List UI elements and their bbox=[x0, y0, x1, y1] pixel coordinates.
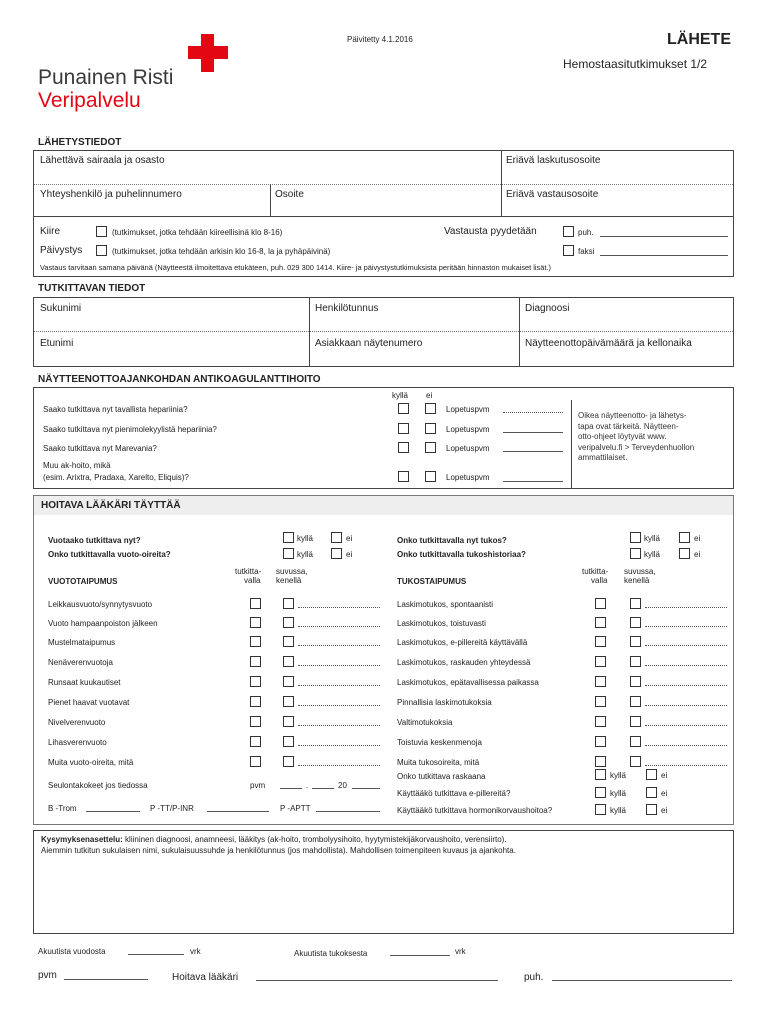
paptt-input[interactable] bbox=[316, 811, 380, 812]
no-label: ei bbox=[661, 789, 668, 798]
thrombosis-item: Laskimotukos, toistuvasti bbox=[397, 619, 486, 628]
thrombosis-item-patient-checkbox[interactable] bbox=[595, 656, 606, 667]
bleeding-item-family-input[interactable] bbox=[298, 765, 380, 766]
q-heparin-stop-input[interactable] bbox=[503, 412, 563, 413]
q-heparin-yes[interactable] bbox=[398, 403, 409, 414]
bleeding-item-family-input[interactable] bbox=[298, 725, 380, 726]
q-other-ak-yes[interactable] bbox=[398, 471, 409, 482]
sender-box bbox=[33, 150, 734, 277]
yes-label: kyllä bbox=[644, 534, 661, 543]
col-family-head: suvussa, bbox=[276, 567, 308, 576]
q-other-ak-stop-input[interactable] bbox=[503, 481, 563, 482]
acute-clot-label: Akuutista tukoksesta bbox=[294, 949, 368, 958]
no-label: ei bbox=[346, 534, 353, 543]
bleeding-item-family-checkbox[interactable] bbox=[283, 598, 294, 609]
bleeding-item-patient-checkbox[interactable] bbox=[250, 656, 261, 667]
question-text-2: Aiemmin tutkitun sukulaisen nimi, sukulaisuussuhde ja henkilötunnus (jos mahdollista). Mahdollisen toimenpiteen kuvaus ja ajankohta. bbox=[41, 846, 516, 855]
bleeding-item-family-input[interactable] bbox=[298, 645, 380, 646]
daily-checkbox[interactable] bbox=[96, 245, 107, 256]
bleeding-item-patient-checkbox[interactable] bbox=[250, 716, 261, 727]
no-label: ei bbox=[694, 534, 701, 543]
paptt-label: P -APTT bbox=[280, 804, 311, 813]
thrombosis-item: Laskimotukos, e-pillereitä käyttävällä bbox=[397, 638, 528, 647]
reply-phone-label: puh. bbox=[578, 228, 594, 237]
q-heparin: Saako tutkittava nyt tavallista hepariinia? bbox=[43, 405, 188, 414]
doctor-phone-label: puh. bbox=[524, 972, 544, 983]
urgent-checkbox[interactable] bbox=[96, 226, 107, 237]
thrombosis-item: Toistuvia keskenmenoja bbox=[397, 738, 482, 747]
q-pill: Käyttääkö tutkittava e-pillereitä? bbox=[397, 789, 511, 798]
section-anticoagulant: NÄYTTEENOTTOAJANKOHDAN ANTIKOAGULANTTIHOITO bbox=[38, 374, 321, 385]
signature-date-label: pvm bbox=[38, 970, 57, 981]
yes-label: kyllä bbox=[610, 771, 627, 780]
thrombosis-item-family-input[interactable] bbox=[645, 685, 727, 686]
q-lmwh-yes[interactable] bbox=[398, 423, 409, 434]
q-marevan-no[interactable] bbox=[425, 442, 436, 453]
thrombosis-item-family-checkbox[interactable] bbox=[630, 656, 641, 667]
q-bleeding-history-yes[interactable] bbox=[283, 548, 294, 559]
bleeding-item: Lihasverenvuoto bbox=[48, 738, 107, 747]
thrombosis-item-patient-checkbox[interactable] bbox=[595, 736, 606, 747]
col-family-head: suvussa, bbox=[624, 567, 656, 576]
thrombosis-item-family-input[interactable] bbox=[645, 607, 727, 608]
yes-label: kyllä bbox=[297, 534, 314, 543]
bleeding-item-family-checkbox[interactable] bbox=[283, 716, 294, 727]
reply-address-field[interactable]: Eriävä vastausosoite bbox=[506, 189, 599, 200]
contact-field[interactable]: Yhteyshenkilö ja puhelinnumero bbox=[40, 189, 182, 200]
section-doctor: HOITAVA LÄÄKÄRI TÄYTTÄÄ bbox=[41, 500, 181, 511]
thrombosis-item-family-checkbox[interactable] bbox=[630, 696, 641, 707]
q-lmwh: Saako tutkittava nyt pienimolekyylistä hepariinia? bbox=[43, 425, 217, 434]
q-other-ak-stop-label: Lopetuspvm bbox=[446, 473, 490, 482]
q-heparin-stop-label: Lopetuspvm bbox=[446, 405, 490, 414]
address-field[interactable]: Osoite bbox=[275, 189, 304, 200]
section-patient: TUTKITTAVAN TIEDOT bbox=[38, 283, 146, 294]
bleeding-item-family-checkbox[interactable] bbox=[283, 636, 294, 647]
col-family-head-2: kenellä bbox=[276, 576, 302, 585]
thrombosis-item-family-checkbox[interactable] bbox=[630, 716, 641, 727]
reply-phone-checkbox[interactable] bbox=[563, 226, 574, 237]
bleeding-item-family-checkbox[interactable] bbox=[283, 617, 294, 628]
q-bleeding-now: Vuotaako tutkittava nyt? bbox=[48, 536, 141, 545]
ptinr-label: P -TT/P-INR bbox=[150, 804, 194, 813]
bleeding-item-family-input[interactable] bbox=[298, 685, 380, 686]
acute-bleed-unit: vrk bbox=[190, 947, 201, 956]
bleeding-tendency-head: VUOTOTAIPUMUS bbox=[48, 577, 118, 586]
patient-box bbox=[33, 297, 734, 367]
bleeding-item: Vuoto hampaanpoiston jälkeen bbox=[48, 619, 158, 628]
ptinr-input[interactable] bbox=[207, 811, 269, 812]
doctor-phone-input[interactable] bbox=[552, 980, 732, 981]
billing-address-field[interactable]: Eriävä laskutusosoite bbox=[506, 155, 601, 166]
q-thrombosis-now-yes[interactable] bbox=[630, 532, 641, 543]
no-label: ei bbox=[661, 771, 668, 780]
yes-label: kyllä bbox=[644, 550, 661, 559]
thrombosis-item-patient-checkbox[interactable] bbox=[595, 756, 606, 767]
screening-year-input[interactable] bbox=[352, 788, 380, 789]
thrombosis-item: Pinnallisia laskimotukoksia bbox=[397, 698, 492, 707]
sampling-instructions-note: Oikea näytteenotto- ja lähetys- tapa ovat tärkeitä. Näytteen- otto-ohjeet löytyvät www. veripalvelu.fi > Terveydenhuollon ammattilaiset. bbox=[578, 411, 695, 462]
bleeding-item: Runsaat kuukautiset bbox=[48, 678, 121, 687]
yes-label: kyllä bbox=[610, 806, 627, 815]
form-title: LÄHETE bbox=[667, 31, 731, 48]
bleeding-item-patient-checkbox[interactable] bbox=[250, 756, 261, 767]
signature-date-input[interactable] bbox=[64, 979, 148, 980]
acute-clot-input[interactable] bbox=[390, 955, 450, 956]
bleeding-item-patient-checkbox[interactable] bbox=[250, 696, 261, 707]
q-lmwh-no[interactable] bbox=[425, 423, 436, 434]
form-subtitle: Hemostaasitutkimukset 1/2 bbox=[563, 57, 708, 71]
q-pill-yes[interactable] bbox=[595, 787, 606, 798]
q-thrombosis-history-no[interactable] bbox=[679, 548, 690, 559]
q-other-ak-no[interactable] bbox=[425, 471, 436, 482]
bleeding-item-patient-checkbox[interactable] bbox=[250, 617, 261, 628]
col-patient-head-2: valla bbox=[591, 576, 608, 585]
thrombosis-item-family-input[interactable] bbox=[645, 765, 727, 766]
thrombosis-item: Muita tukosoireita, mitä bbox=[397, 758, 480, 767]
thrombosis-item-family-input[interactable] bbox=[645, 645, 727, 646]
q-marevan: Saako tutkittava nyt Marevania? bbox=[43, 444, 157, 453]
screening-label: Seulontakokeet jos tiedossa bbox=[48, 781, 148, 790]
hospital-field[interactable]: Lähettävä sairaala ja osasto bbox=[40, 155, 165, 166]
thrombosis-item-family-checkbox[interactable] bbox=[630, 756, 641, 767]
bleeding-item: Nivelverenvuoto bbox=[48, 718, 106, 727]
logo-text-organisation: Punainen Risti bbox=[38, 66, 174, 89]
urgent-note: (tutkimukset, jotka tehdään kiireellisinä klo 8-16) bbox=[112, 228, 283, 237]
q-bleeding-now-no[interactable] bbox=[331, 532, 342, 543]
thrombosis-item-patient-checkbox[interactable] bbox=[595, 598, 606, 609]
bleeding-item: Leikkausvuoto/synnytysvuoto bbox=[48, 600, 153, 609]
btrom-input[interactable] bbox=[86, 811, 140, 812]
reply-phone-input[interactable] bbox=[600, 236, 728, 237]
surname-field[interactable]: Sukunimi bbox=[40, 303, 82, 314]
thrombosis-item-family-checkbox[interactable] bbox=[630, 676, 641, 687]
q-other-ak-examples: (esim. Arixtra, Pradaxa, Xarelto, Eliquis)? bbox=[43, 473, 189, 482]
thrombosis-item: Laskimotukos, epätavallisessa paikassa bbox=[397, 678, 539, 687]
col-patient-head: tutkitta- bbox=[582, 567, 609, 576]
screening-day-input[interactable] bbox=[280, 788, 302, 789]
q-pill-no[interactable] bbox=[646, 787, 657, 798]
doctor-input[interactable] bbox=[256, 980, 498, 981]
no-label: ei bbox=[346, 550, 353, 559]
q-hormone-yes[interactable] bbox=[595, 804, 606, 815]
bleeding-item: Muita vuoto-oireita, mitä bbox=[48, 758, 134, 767]
reply-fax-label: faksi bbox=[578, 247, 595, 256]
section-sender: LÄHETYSTIEDOT bbox=[38, 137, 122, 148]
q-other-ak: Muu ak-hoito, mikä bbox=[43, 461, 111, 470]
urgent-label: Kiire bbox=[40, 226, 61, 237]
bleeding-item-patient-checkbox[interactable] bbox=[250, 636, 261, 647]
thrombosis-item-family-checkbox[interactable] bbox=[630, 617, 641, 628]
bleeding-item-patient-checkbox[interactable] bbox=[250, 598, 261, 609]
acute-clot-unit: vrk bbox=[455, 947, 466, 956]
q-pregnant-yes[interactable] bbox=[595, 769, 606, 780]
q-thrombosis-history-yes[interactable] bbox=[630, 548, 641, 559]
no-label: ei bbox=[694, 550, 701, 559]
thrombosis-item-family-input[interactable] bbox=[645, 626, 727, 627]
q-bleeding-history-no[interactable] bbox=[331, 548, 342, 559]
bleeding-item-family-checkbox[interactable] bbox=[283, 756, 294, 767]
bleeding-item-family-input[interactable] bbox=[298, 607, 380, 608]
thrombosis-item-family-input[interactable] bbox=[645, 725, 727, 726]
q-bleeding-history: Onko tutkittavalla vuoto-oireita? bbox=[48, 550, 171, 559]
thrombosis-item: Valtimotukoksia bbox=[397, 718, 453, 727]
thrombosis-item-patient-checkbox[interactable] bbox=[595, 617, 606, 628]
q-thrombosis-now: Onko tutkittavalla nyt tukos? bbox=[397, 536, 507, 545]
reply-requested-label: Vastausta pyydetään bbox=[444, 226, 537, 237]
bleeding-item-family-checkbox[interactable] bbox=[283, 656, 294, 667]
reply-fax-checkbox[interactable] bbox=[563, 245, 574, 256]
thrombosis-item-family-checkbox[interactable] bbox=[630, 636, 641, 647]
screening-month-input[interactable] bbox=[312, 788, 334, 789]
thrombosis-item-family-input[interactable] bbox=[645, 705, 727, 706]
screening-date-label: pvm bbox=[250, 781, 266, 790]
bleeding-item-patient-checkbox[interactable] bbox=[250, 676, 261, 687]
bleeding-item-patient-checkbox[interactable] bbox=[250, 736, 261, 747]
bleeding-item-family-checkbox[interactable] bbox=[283, 736, 294, 747]
no-label: ei bbox=[661, 806, 668, 815]
thrombosis-item-family-checkbox[interactable] bbox=[630, 598, 641, 609]
thrombosis-item: Laskimotukos, spontaanisti bbox=[397, 600, 494, 609]
bleeding-item: Mustelmataipumus bbox=[48, 638, 116, 647]
acute-bleed-label: Akuutista vuodosta bbox=[38, 947, 106, 956]
thrombosis-item-family-input[interactable] bbox=[645, 665, 727, 666]
reply-fax-input[interactable] bbox=[600, 255, 728, 256]
q-hormone: Käyttääkö tutkittava hormonikorvaushoitoa? bbox=[397, 806, 553, 815]
firstname-field[interactable]: Etunimi bbox=[40, 338, 74, 349]
question-text: kliininen diagnoosi, anamneesi, lääkitys (ak-hoito, trombolyysihoito, hyytymistekijäkorvaushoito, verensiirto). bbox=[122, 835, 507, 844]
bleeding-item-family-input[interactable] bbox=[298, 665, 380, 666]
q-pregnant-no[interactable] bbox=[646, 769, 657, 780]
anticoag-yes-head: kyllä bbox=[392, 391, 409, 400]
yes-label: kyllä bbox=[610, 789, 627, 798]
thrombosis-item-family-input[interactable] bbox=[645, 745, 727, 746]
bleeding-item: Nenäverenvuotoja bbox=[48, 658, 113, 667]
thrombosis-item-patient-checkbox[interactable] bbox=[595, 676, 606, 687]
bleeding-item: Pienet haavat vuotavat bbox=[48, 698, 130, 707]
col-family-head-2: kenellä bbox=[624, 576, 650, 585]
bleeding-item-family-checkbox[interactable] bbox=[283, 676, 294, 687]
col-patient-head: tutkitta- bbox=[235, 567, 262, 576]
logo-text-unit: Veripalvelu bbox=[38, 89, 141, 112]
thrombosis-item: Laskimotukos, raskauden yhteydessä bbox=[397, 658, 531, 667]
daily-label: Päivystys bbox=[40, 245, 83, 256]
sample-number-field[interactable]: Asiakkaan näytenumero bbox=[315, 338, 423, 349]
thrombosis-item-family-checkbox[interactable] bbox=[630, 736, 641, 747]
screening-year-prefix: 20 bbox=[338, 781, 347, 790]
yes-label: kyllä bbox=[297, 550, 314, 559]
q-pregnant: Onko tutkittava raskaana bbox=[397, 772, 486, 781]
daily-note: (tutkimukset, jotka tehdään arkisin klo 16-8, la ja pyhäpäivinä) bbox=[112, 247, 331, 256]
q-hormone-no[interactable] bbox=[646, 804, 657, 815]
thrombosis-item-patient-checkbox[interactable] bbox=[595, 696, 606, 707]
question-label: Kysymyksenasettelu: bbox=[41, 835, 123, 844]
q-lmwh-stop-input[interactable] bbox=[503, 432, 563, 433]
thrombosis-item-patient-checkbox[interactable] bbox=[595, 636, 606, 647]
thrombosis-tendency-head: TUKOSTAIPUMUS bbox=[397, 577, 467, 586]
updated-date: Päivitetty 4.1.2016 bbox=[347, 35, 413, 44]
bleeding-item-family-checkbox[interactable] bbox=[283, 696, 294, 707]
bleeding-item-family-input[interactable] bbox=[298, 626, 380, 627]
q-marevan-stop-label: Lopetuspvm bbox=[446, 444, 490, 453]
q-bleeding-now-yes[interactable] bbox=[283, 532, 294, 543]
sample-time-field[interactable]: Näytteenottopäivämäärä ja kellonaika bbox=[525, 338, 692, 349]
q-thrombosis-now-no[interactable] bbox=[679, 532, 690, 543]
same-day-notice: Vastaus tarvitaan samana päivänä (Näytteestä ilmoitettava etukäteen, puh. 029 300 1414. Kiire- ja päivystystutkimuksista peritään hinnaston mukaiset lisät.) bbox=[40, 263, 551, 272]
anticoag-no-head: ei bbox=[426, 391, 433, 400]
q-lmwh-stop-label: Lopetuspvm bbox=[446, 425, 490, 434]
col-patient-head-2: valla bbox=[244, 576, 261, 585]
q-marevan-yes[interactable] bbox=[398, 442, 409, 453]
bleeding-item-family-input[interactable] bbox=[298, 745, 380, 746]
q-marevan-stop-input[interactable] bbox=[503, 451, 563, 452]
q-thrombosis-history: Onko tutkittavalla tukoshistoriaa? bbox=[397, 550, 526, 559]
diagnosis-field[interactable]: Diagnoosi bbox=[525, 303, 570, 314]
red-cross-logo bbox=[188, 34, 228, 72]
doctor-label: Hoitava lääkäri bbox=[172, 972, 239, 983]
bleeding-item-family-input[interactable] bbox=[298, 705, 380, 706]
btrom-label: B -Trom bbox=[48, 804, 77, 813]
acute-bleed-input[interactable] bbox=[128, 954, 184, 955]
ssn-field[interactable]: Henkilötunnus bbox=[315, 303, 379, 314]
q-heparin-no[interactable] bbox=[425, 403, 436, 414]
thrombosis-item-patient-checkbox[interactable] bbox=[595, 716, 606, 727]
